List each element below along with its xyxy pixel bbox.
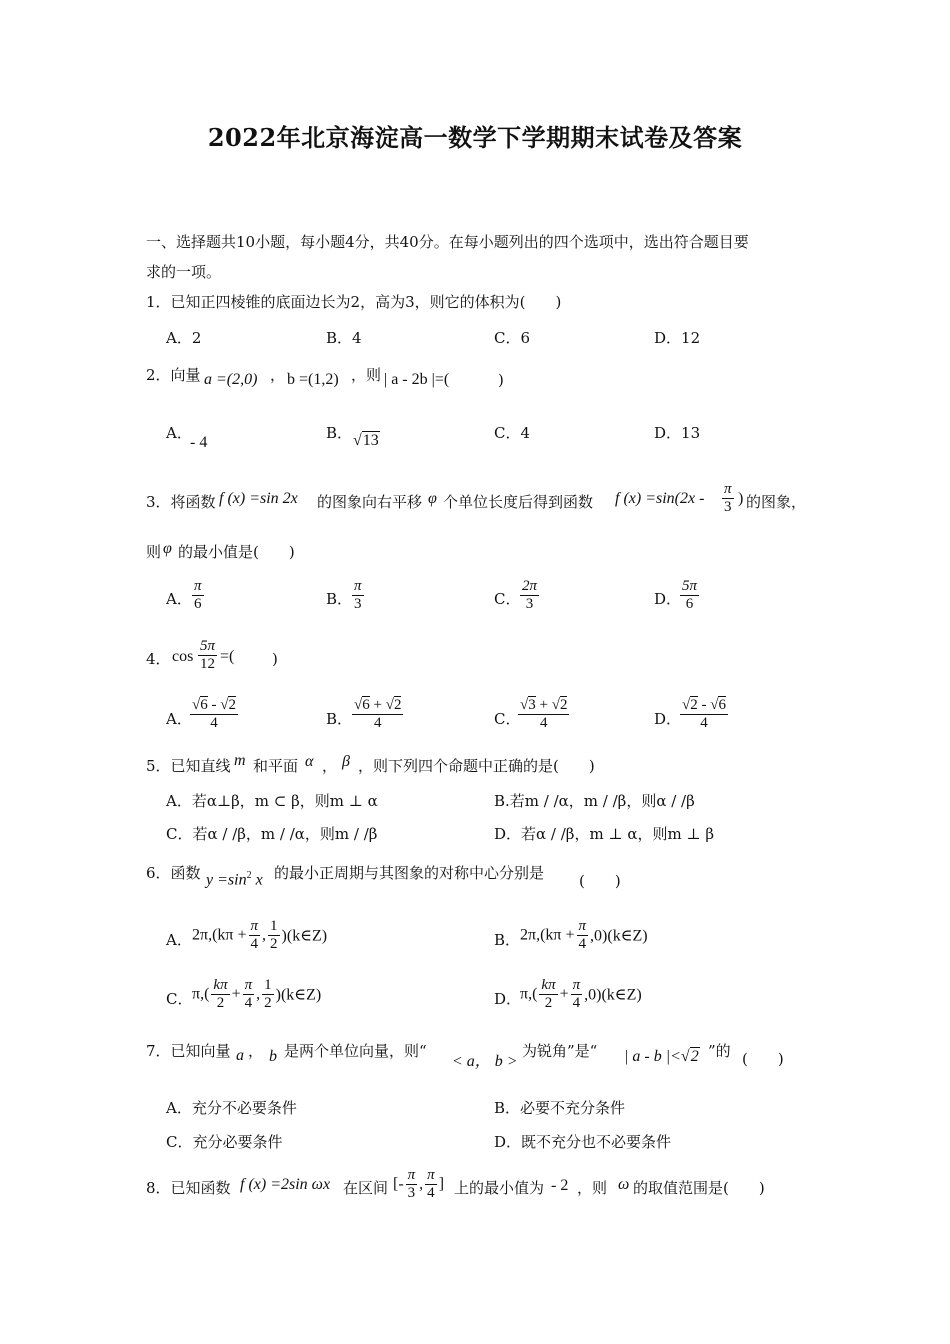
q2-option-c: C．4	[494, 424, 531, 442]
q6-d-pre: π,(	[520, 985, 538, 1003]
q3-option-c-label: C．	[494, 590, 521, 608]
q5-m: m	[234, 752, 246, 769]
q3-c-num: 2π	[522, 578, 538, 594]
q3-fraction-den: 3	[724, 499, 732, 515]
q4-option-d-label: D．	[654, 710, 682, 728]
q7-option-b: B．必要不充分条件	[494, 1099, 626, 1117]
q2-option-b-value: √13	[353, 432, 379, 449]
section-instruction-line1: 一、选择题共10小题，每小题4分，共40分。在每小题列出的四个选项中，选出符合题目要	[146, 233, 749, 251]
q4-b-op: +	[369, 697, 386, 713]
question-6-stem-1: 6．函数	[146, 864, 201, 882]
q6-a-num: π	[250, 918, 259, 934]
q6-c-num: kπ	[213, 977, 228, 993]
q3-option-a-label: A．	[166, 590, 192, 608]
q5-stem-3: ，则下列四个命题中正确的是( )	[358, 757, 595, 775]
q6-b-num: π	[578, 918, 587, 934]
q7-angle: < a， b >	[452, 1053, 518, 1070]
q5-option-d: D．若α / /β，m ⊥ α，则m ⊥ β	[494, 825, 715, 843]
q6-d-den2: 4	[572, 995, 581, 1011]
q6-c-num3: 1	[264, 977, 272, 993]
q6-option-d-value	[520, 977, 642, 1012]
q6-b-den: 4	[578, 936, 587, 952]
q1-option-b: B．4	[326, 329, 362, 347]
q4-c-r2: 2	[559, 697, 568, 713]
q4-d-r1: 2	[690, 697, 698, 713]
q8-rb: ]	[438, 1175, 445, 1193]
q3-phi: φ	[428, 490, 437, 507]
q7-stem-3: 为锐角”是“	[522, 1042, 598, 1060]
section-instruction-line2: 求的一项。	[146, 263, 222, 281]
q4-c-den: 4	[539, 715, 548, 731]
q6-option-c-value	[192, 977, 321, 1012]
q3-mid2: 个单位长度后得到函数	[443, 493, 594, 511]
q6-function	[206, 870, 263, 889]
q8-d2: 4	[427, 1185, 435, 1201]
q2-sep: ，	[270, 366, 286, 384]
q4-cos: cos	[172, 648, 194, 665]
question-3-number: 3．将函数	[146, 493, 216, 511]
q7-option-c: C．充分必要条件	[166, 1133, 283, 1151]
q6-a-num2: 1	[270, 918, 278, 934]
q3-line2-start: 则	[146, 543, 162, 561]
q3-d-den: 6	[685, 596, 694, 612]
q4-frac-num: 5π	[200, 638, 216, 654]
q6-option-c-label: C．	[166, 990, 193, 1008]
q2-option-a-label: A．	[166, 424, 192, 442]
q4-close: )	[242, 650, 278, 668]
q6-c-den2: 4	[244, 995, 253, 1011]
q6-c-post: )(k∈Z)	[275, 986, 322, 1004]
q3-a-den: 6	[194, 596, 202, 612]
q4-option-c-value: $\frac{√3 + √2}{4}$	[520, 697, 568, 731]
q8-function: f (x) =2sin ωx	[240, 1176, 331, 1193]
q3-phi-2: φ	[163, 540, 172, 557]
q6-option-a-label: A．	[166, 931, 192, 949]
q5-option-a: A．若α⊥β，m ⊂ β，则m ⊥ α	[166, 792, 378, 810]
q7-condition: | a - b |<√2	[624, 1048, 699, 1065]
q8-d1: 3	[407, 1185, 416, 1201]
q6-stem-2: 的最小正周期与其图象的对称中心分别是	[274, 864, 545, 882]
q1-option-d: D．12	[654, 329, 701, 347]
q3-c-den: 3	[525, 596, 534, 612]
q6-d-post: ,0)(k∈Z)	[584, 986, 642, 1004]
q3-option-b-value	[350, 578, 366, 613]
q8-min-value: - 2	[551, 1177, 569, 1194]
q8-omega: ω	[618, 1176, 630, 1193]
q6-d-num2: π	[572, 977, 581, 993]
q6-b-post: ,0)(k∈Z)	[590, 927, 648, 945]
q6-a-den2: 2	[270, 936, 278, 952]
q2-vector-b: b =(1,2)	[287, 371, 339, 388]
q3-mid: 的图象向右平移	[317, 493, 423, 511]
q6-c-num2: π	[244, 977, 253, 993]
q6-option-d-label: D．	[494, 990, 522, 1008]
q3-b-num: π	[354, 578, 362, 594]
q5-comma: ，	[322, 757, 338, 775]
q4-a-den: 4	[210, 715, 218, 731]
q6-option-b-label: B．	[494, 931, 521, 949]
q3-f2-close: )	[738, 490, 744, 507]
q7-cond-text: | a - b |<	[624, 1048, 681, 1065]
q4-d-op: -	[697, 697, 711, 713]
q6-c-den: 2	[216, 995, 225, 1011]
q3-option-d-value	[678, 578, 701, 613]
q2-vector-a	[204, 371, 257, 389]
q6-d-plus: +	[559, 985, 569, 1003]
q6-d-num: kπ	[541, 977, 556, 993]
q6-c-den3: 2	[264, 995, 272, 1011]
q3-function-1: f (x) =sin 2x	[219, 490, 298, 507]
page-title: 2022年北京海淀高一数学下学期期末试卷及答案	[207, 123, 743, 152]
q2-option-a-value: - 4	[190, 434, 208, 451]
q6-c-comma: ,	[256, 985, 261, 1003]
q2-option-d: D．13	[654, 424, 701, 442]
q3-fraction	[720, 481, 736, 516]
q6-b-pre: 2π,(kπ +	[520, 926, 575, 944]
q1-option-c: C．6	[494, 329, 531, 347]
q7-option-d: D．既不充分也不必要条件	[494, 1133, 672, 1151]
q6-c-pre: π,(	[192, 985, 210, 1003]
q6-close: ( )	[579, 872, 621, 890]
q4-d-den: 4	[700, 715, 708, 731]
q5-option-c: C．若α / /β，m / /α，则m / /β	[166, 825, 378, 843]
q4-option-b-value: $\frac{√6 + √2}{4}$	[354, 697, 402, 731]
q8-stem-4: ，则	[577, 1179, 608, 1197]
question-2-number: 2．向量	[146, 366, 201, 384]
q4-b-r1: 6	[362, 697, 370, 713]
q8-stem-5: 的取值范围是( )	[633, 1179, 765, 1197]
q4-eq: =(	[220, 648, 235, 665]
q4-c-r1: 3	[528, 697, 536, 713]
q4-b-den: 4	[373, 715, 382, 731]
q8-interval	[393, 1167, 444, 1202]
q7-sep: ，	[248, 1042, 264, 1060]
q4-a-r2: 2	[228, 697, 236, 713]
q4-b-r2: 2	[393, 697, 402, 713]
q4-option-d-value: $\frac{√2 - √6}{4}$	[682, 697, 726, 731]
q5-beta: β	[342, 753, 350, 770]
q2-option-b-label: B．	[326, 424, 353, 442]
question-7-stem-1: 7．已知向量	[146, 1042, 231, 1060]
q2-then: ，则	[351, 366, 382, 384]
q6-option-b-value	[520, 918, 648, 953]
question-4-number: 4．	[146, 650, 171, 668]
question-1-stem: 1．已知正四棱锥的底面边长为2，高为3，则它的体积为( )	[146, 293, 562, 311]
q8-stem-3: 上的最小值为	[454, 1179, 545, 1197]
q3-option-b-label: B．	[326, 590, 353, 608]
q7-root: 2	[690, 1048, 699, 1065]
q4-d-r2: 6	[718, 697, 726, 713]
q7-stem-2: 是两个单位向量，则“	[284, 1042, 427, 1060]
q7-b: b	[269, 1048, 277, 1065]
q2-close: )	[498, 371, 504, 389]
q3-line2-end: 的最小值是( )	[178, 543, 295, 561]
q6-option-a-value	[192, 918, 327, 953]
q3-option-a-value	[190, 578, 206, 613]
q7-close: ( )	[742, 1050, 784, 1068]
q6-x: x	[251, 871, 263, 889]
q3-option-d-label: D．	[654, 590, 682, 608]
q4-a-r1: 6	[200, 697, 208, 713]
q2-b-radicand: 13	[362, 432, 379, 449]
q6-d-den: 2	[544, 995, 553, 1011]
q4-a-op: -	[207, 697, 221, 713]
q7-a: a	[236, 1047, 244, 1064]
q3-fraction-num: π	[724, 481, 732, 497]
q3-option-c-value	[518, 578, 541, 613]
q3-b-den: 3	[354, 596, 362, 612]
q6-c-plus: +	[231, 985, 241, 1003]
q4-option-a-label: A．	[166, 710, 192, 728]
q6-square: 2	[246, 870, 252, 881]
q6-a-comma: ,	[262, 926, 267, 944]
q1-option-a: A．2	[166, 329, 202, 347]
q4-fraction	[196, 638, 219, 673]
q3-end: 的图象，	[746, 493, 807, 511]
q2-expression: | a - 2b |=(	[384, 371, 450, 388]
q6-a-post: )(k∈Z)	[281, 927, 328, 945]
question-5-stem-1: 5．已知直线	[146, 757, 231, 775]
q5-stem-2: 和平面	[253, 757, 299, 775]
q8-lb: [-	[393, 1175, 404, 1193]
q8-comma: ,	[419, 1175, 424, 1193]
q7-option-a: A．充分不必要条件	[166, 1099, 297, 1117]
q5-option-b: B.若m / /α，m / /β，则α / /β	[494, 792, 695, 810]
q8-stem-2: 在区间	[343, 1179, 389, 1197]
q6-a-den: 4	[250, 936, 259, 952]
q3-a-num: π	[194, 578, 202, 594]
q2-vector-a-text: a =(2,0)	[204, 371, 258, 388]
q8-n2: π	[427, 1167, 435, 1183]
q4-option-c-label: C．	[494, 710, 521, 728]
q3-function-2: f (x) =sin(2x -	[615, 490, 705, 507]
q4-option-a-value: $\frac{√6 - √2}{4}$	[192, 697, 236, 731]
q7-stem-4: ”的	[708, 1042, 731, 1060]
q6-a-pre: 2π,(kπ +	[192, 926, 247, 944]
q3-d-num: 5π	[682, 578, 698, 594]
q4-option-b-label: B．	[326, 710, 353, 728]
q4-frac-den: 12	[200, 656, 215, 672]
q5-alpha: α	[305, 753, 314, 770]
question-8-stem-1: 8．已知函数	[146, 1179, 231, 1197]
q8-n1: π	[407, 1167, 416, 1183]
q6-func-text: y =sin	[206, 871, 247, 889]
q4-c-op: +	[535, 697, 552, 713]
